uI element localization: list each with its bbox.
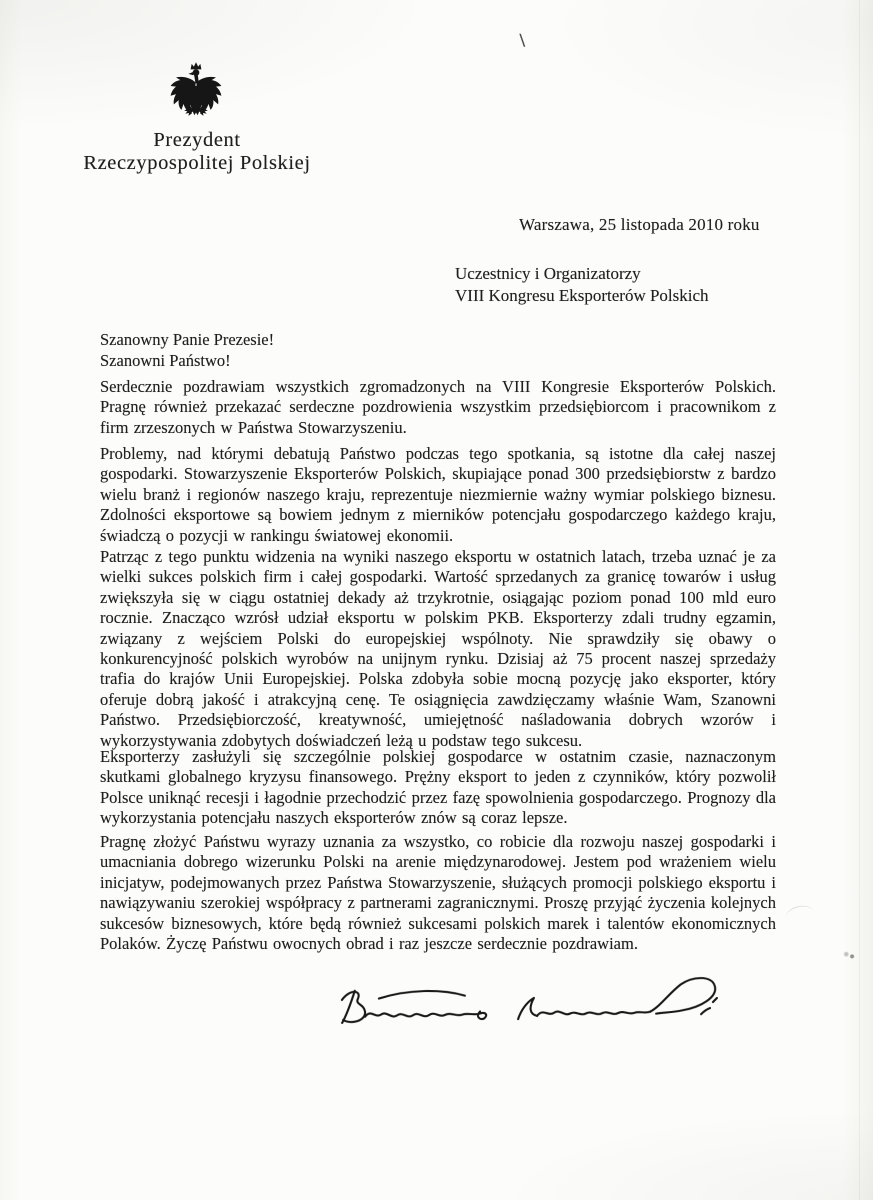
salutation — [100, 330, 274, 371]
scan-artifact-smudge — [843, 951, 856, 960]
letterhead-title — [68, 129, 326, 175]
letter-paragraph: Patrząc z tego punktu widzenia na wyniki naszego eksportu w ostatnich latach, trzeba uznać je za wielki sukces polskich firm i całej gospodarki. Wartość sprzedanych za granicę towarów i usług zwiększyła się w ciągu ostatniej dekady aż trzykrotnie, osiągając poziom ponad 100 mld euro rocznie. Znacząco wzrósł udział eksportu w polskim PKB. Eksporterzy zdali trudny egzamin, związany z wejściem Polski do europejskiej wspólnoty. Nie sprawdziły się obawy o konkurencyjność polskich wyrobów na unijnym rynku. Dzisiaj aż 75 procent naszej sprzedaży trafia do krajów Unii Europejskiej. Polska zdobyła sobie mocną pozycję jako eksporter, który oferuje dobrą jakość i atrakcyjną cenę. Te osiągnięcia zawdzięczamy właśnie Wam, Szanowni Państwo. Przedsiębiorczość, kreatywność, umiejętność naśladowania dobrych wzorów i wykorzystywania zdobytych doświadczeń leżą u podstaw tego sukcesu. — [100, 547, 776, 750]
addressee-line1: Uczestnicy i Organizatorzy — [455, 264, 641, 283]
scan-edge-seam — [859, 0, 860, 1200]
letter-paragraph: Problemy, nad którymi debatują Państwo podczas tego spotkania, są istotne dla całej naszej gospodarki. Stowarzyszenie Eksporterów Polskich, skupiające ponad 300 przedsiębiorstw z bardzo wielu branż i regionów naszego kraju, reprezentuje niezmiernie ważny wymiar polskiego biznesu. Zdolności eksportowe są bowiem jednym z mierników potencjału gospodarczego każdego kraju, świadczą o pozycji w rankingu światowej ekonomii. — [100, 444, 776, 545]
salutation-line1: Szanowny Panie Prezesie! — [100, 330, 275, 349]
polish-eagle-emblem-icon — [169, 60, 223, 124]
letterhead-title-line2: Rzeczypospolitej Polskiej — [83, 152, 311, 174]
salutation-line2: Szanowni Państwo! — [100, 350, 231, 370]
letter-paragraph: Serdecznie pozdrawiam wszystkich zgromadzonych na VIII Kongresie Eksporterów Polskich. Pragnę również przekazać serdeczne pozdrowienia wszystkim przedsiębiorcom i pracownikom z firm zrzeszonych w Państwa Stowarzyszeniu. — [100, 377, 776, 437]
dateline: Warszawa, 25 listopada 2010 roku — [519, 215, 760, 234]
scan-artifact-mark: \ — [517, 30, 528, 50]
handwritten-signature-icon — [328, 966, 729, 1048]
addressee-line2: VIII Kongresu Eksporterów Polskich — [455, 285, 709, 305]
addressee-block — [455, 263, 709, 306]
letterhead-title-line1: Prezydent — [153, 129, 241, 151]
letter-paragraph: Pragnę złożyć Państwu wyrazy uznania za wszystko, co robicie dla rozwoju naszej gospodarki i umacniania dobrego wizerunku Polski na arenie międzynarodowej. Jestem pod wrażeniem wielu inicjatyw, podejmowanych przez Państwa Stowarzyszenie, służących promocji polskiego eksportu i nawiązywaniu szerokiej współpracy z partnerami zagranicznymi. Proszę przyjąć życzenia kolejnych sukcesów biznesowych, które będą również sukcesami polskich marek i talentów ekonomicznych Polaków. Życzę Państwu owocnych obrad i raz jeszcze serdecznie pozdrawiam. — [100, 832, 776, 954]
letter-paragraph: Eksporterzy zasłużyli się szczególnie polskiej gospodarce w ostatnim czasie, naznaczonym skutkami globalnego kryzysu finansowego. Prężny eksport to jeden z czynników, który pozwolił Polsce uniknąć recesji i łagodnie przechodzić przez fazę spowolnienia gospodarczego. Prognozy dla wykorzystania potencjału naszych eksporterów znów są coraz lepsze. — [100, 747, 776, 828]
scan-artifact-curve — [785, 903, 816, 925]
